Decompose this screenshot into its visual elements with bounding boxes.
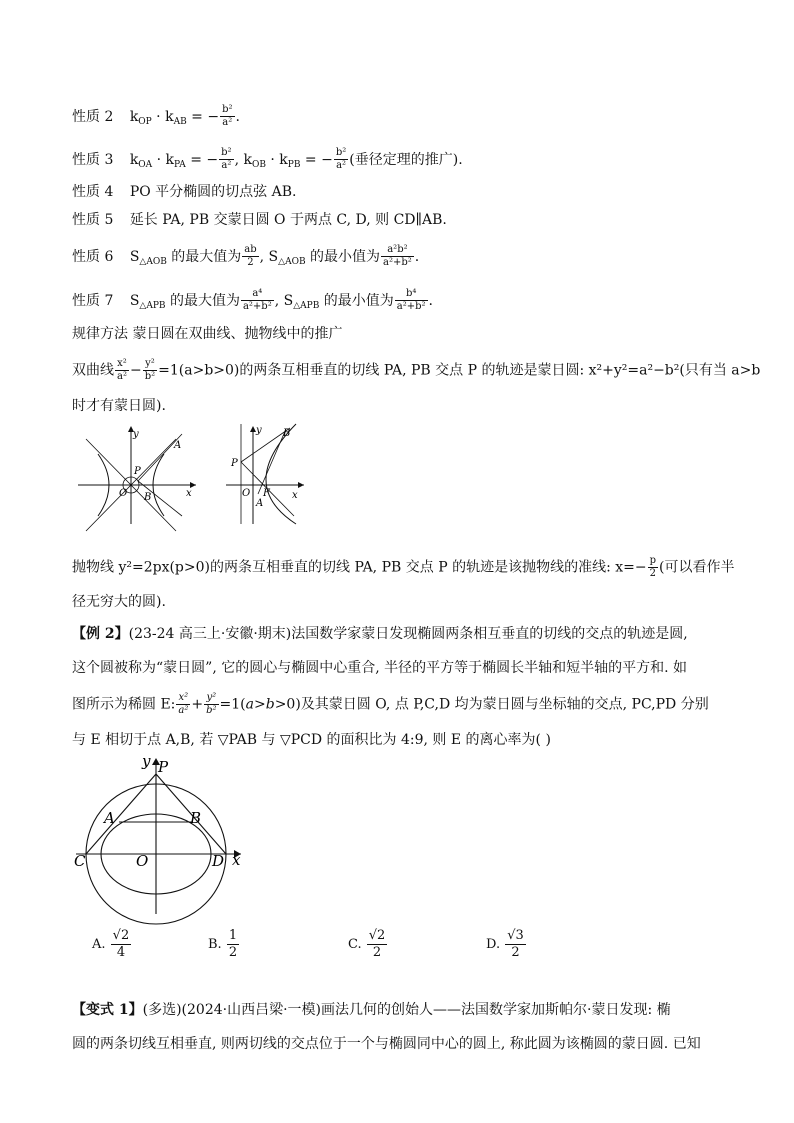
property-2 [72, 104, 240, 132]
fig3-y-label: y [142, 752, 151, 770]
parabola-curve [266, 424, 296, 524]
property-4 [72, 182, 296, 202]
option-letter: A. [92, 937, 106, 952]
method-title: 规律方法 蒙日圆在双曲线、抛物线中的推广 [72, 326, 343, 342]
fig3-o-label: O [136, 852, 149, 870]
fig2-p-label: P [231, 458, 238, 469]
example-line-1 [72, 624, 688, 644]
focal-chord [258, 429, 286, 494]
property-7 [72, 288, 433, 316]
property-formula: $k_{OP} \cdot k_{AB}$ = − $\frac{\text{b²}}{\text{a²}}$ . [129, 104, 240, 128]
fig2-b-label: B [283, 428, 291, 439]
parabola-line: 抛物线 y²=2px(p>0)的两条互相垂直的切线 PA, PB 交点 P 的轨迹是该抛物线的准线: x=− $\frac{p}{2}$ (可以看作半 [72, 555, 735, 579]
hyperbola-figure [78, 424, 198, 524]
example-tag: 【例 2】 [72, 626, 129, 642]
option-letter: B. [208, 937, 222, 952]
example-line-2: 这个圆被称为“蒙日圆”, 它的圆心与椭圆中心重合, 半径的平方等于椭圆长半轴和短半轴的平方和. 如 [72, 660, 688, 676]
fig3-b-label: B [190, 809, 202, 827]
property-label: 性质 4 [72, 184, 114, 200]
property-text: PO 平分椭圆的切点弦 AB. [129, 184, 297, 200]
property-label: 性质 6 [72, 248, 114, 265]
variant-line-2: 圆的两条切线互相垂直, 则两切线的交点位于一个与椭圆同中心的圆上, 称此圆为该椭圆的蒙日圆. 已知 [72, 1036, 701, 1052]
parabola-after: (可以看作半 [659, 559, 735, 576]
fig1-o-label: O [119, 488, 128, 499]
option-a[interactable] [92, 928, 132, 961]
example-line-3: 图所示为稀圆 E: $\frac{\text{x²}}{\text{a²}}$ + $\frac{\text{y²}}{\text{b²}}$ =1(a>b>0)及其蒙日圆 O, 点 P,C,D 均为蒙日圆与坐标轴的交点, PC,PD 分别 [72, 692, 709, 716]
fig3-x-label: x [232, 851, 241, 869]
option-b[interactable] [208, 928, 240, 961]
parabola-cont: 径无穷大的圆). [72, 594, 166, 610]
fig2-x-label: x [292, 490, 298, 501]
property-3 [72, 147, 463, 175]
property-formula: $k_{OA} \cdot k_{PA}$ = − $\frac{\text{b²}}{\text{a²}}$ , $k_{OB} \cdot k_{PB}$ = − $\frac{\text{b²}}{\text{a²}}$ (垂径定理的推广). [129, 147, 463, 171]
variant-text-1: (多选)(2024·山西吕梁·一模)画法几何的创始人——法国数学家加斯帕尔·蒙日发现: 椭 [142, 1002, 671, 1018]
fig3-p-label: P [158, 758, 169, 776]
fig2-y-label: y [256, 425, 262, 436]
property-5 [72, 210, 447, 230]
property-formula: $S_{\triangle APB}$ 的最大值为 $\frac{\text{a⁴}}{\text{a²+b²}}$ , $S_{\triangle APB}$ 的最小值为 $\frac{\text{b⁴}}{\text{a²+b²}}$ . [129, 288, 433, 312]
parabola-text: 抛物线 y²=2px(p>0)的两条互相垂直的切线 PA, PB 交点 P 的轨迹是该抛物线的准线: x=− [72, 559, 647, 576]
property-6 [72, 244, 419, 272]
option-value: $\frac{1}{2}$ [228, 928, 238, 960]
fig1-a-label: A [174, 440, 182, 451]
hyperbola-prefix: 双曲线 [72, 362, 114, 379]
fig1-p-label: P [134, 466, 141, 477]
option-value: $\frac{√2}{4}$ [112, 928, 130, 960]
ellipse-monge-figure [76, 754, 248, 914]
hyperbola-line: 双曲线 $\frac{\text{x²}}{\text{a²}}$ − $\frac{\text{y²}}{\text{b²}}$ =1(a>b>0)的两条互相垂直的切线 PA, PB 交点 P 的轨迹是蒙日圆: x²+y²=a²−b²(只有当 a>b [72, 358, 761, 382]
example-text-3b: 及其蒙日圆 O, 点 P,C,D 均为蒙日圆与坐标轴的交点, PC,PD 分别 [300, 696, 709, 713]
option-value: $\frac{√3}{2}$ [507, 928, 524, 960]
fig1-b-label: B [144, 492, 152, 503]
option-letter: C. [348, 937, 362, 952]
fig1-y-label: y [133, 429, 139, 440]
hyperbola-cont: 时才有蒙日圆). [72, 398, 166, 414]
fig3-c-label: C [74, 852, 86, 870]
example-text-1: (23-24 高三上·安徽·期末)法国数学家蒙日发现椭圆两条相互垂直的切线的交点的轨迹是圆, [128, 626, 688, 642]
variant-line-1 [72, 1000, 671, 1020]
fig2-a-label: A [256, 498, 264, 509]
option-c[interactable] [348, 928, 388, 961]
option-value: $\frac{√2}{2}$ [368, 928, 386, 960]
parabola-figure [226, 424, 306, 524]
property-formula: $S_{\triangle AOB}$ 的最大值为 $\frac{ab}{2}$ , $S_{\triangle AOB}$ 的最小值为 $\frac{\text{a²b²}}{\text{a²+b²}}$ . [129, 244, 420, 268]
hyperbola-text: =1(a>b>0)的两条互相垂直的切线 PA, PB 交点 P 的轨迹是蒙日圆: x²+y²=a²−b²(只有当 a>b [158, 362, 761, 379]
property-label: 性质 5 [72, 212, 114, 228]
option-d[interactable] [486, 928, 527, 961]
fig3-d-label: D [212, 852, 225, 870]
example-text-3a: 图所示为稀圆 E: [72, 696, 176, 713]
fig1-x-label: x [186, 488, 192, 499]
x-axis-arrow [298, 482, 304, 488]
example-line-4: 与 E 相切于点 A,B, 若 ▽PAB 与 ▽PCD 的面积比为 4:9, 则 E 的离心率为( ) [72, 732, 551, 748]
option-letter: D. [486, 937, 501, 952]
property-label: 性质 3 [72, 151, 114, 168]
fig2-o-label: O [242, 488, 251, 499]
property-label: 性质 7 [72, 292, 114, 309]
fig3-a-label: A [104, 809, 115, 827]
property-text: 延长 PA, PB 交蒙日圆 O 于两点 C, D, 则 CD∥AB. [129, 212, 447, 228]
property-label: 性质 2 [72, 108, 114, 125]
fig2-f-label: F [263, 488, 270, 499]
line-pc [86, 774, 156, 854]
variant-tag: 【变式 1】 [72, 1002, 143, 1018]
